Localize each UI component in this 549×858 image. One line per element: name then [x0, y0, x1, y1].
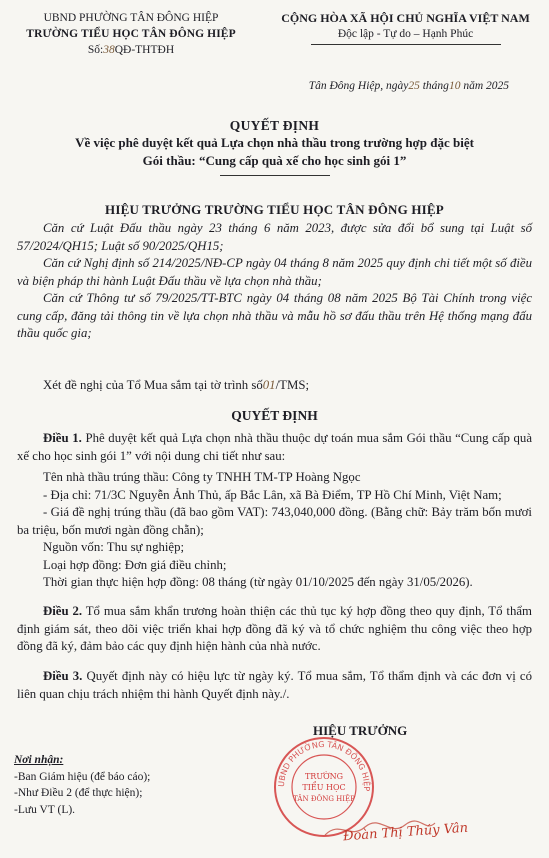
- recipients-label: Nơi nhận:: [14, 754, 64, 766]
- stamp-line-3: TÂN ĐÔNG HIỆP: [293, 795, 355, 803]
- article-3-text: Quyết định này có hiệu lực từ ngày ký. Tổ mua sắm, Tổ thẩm định và các đơn vị có liên quan chịu trách nhiệm thi hành Quyết định này./.: [17, 669, 532, 701]
- article-2-text: Tổ mua sắm khẩn trương hoàn thiện các thủ tục ký hợp đồng theo quy định, Tổ thẩm định giám sát, theo dõi việc triển khai hợp đồng đã ký và tổ chức nghiệm thu công việc theo hợp đồng đã ký, đảm bảo các quy định hiện hành của nhà nước.: [17, 604, 532, 653]
- document-type: QUYẾT ĐỊNH: [229, 118, 320, 133]
- basis-item: Căn cứ Thông tư số 79/2025/TT-BTC ngày 04 tháng 08 năm 2025 Bộ Tài Chính trong việc cung cấp, đăng tải thông tin về lựa chọn nhà thầu và mẫu hồ sơ đấu thầu trên Hệ thống mạng đấu thầu quốc gia;: [17, 291, 532, 340]
- article-1: [17, 430, 532, 592]
- motto-underline: [311, 44, 501, 45]
- issuer-school: TRƯỜNG TIỂU HỌC TÂN ĐÔNG HIỆP: [26, 28, 236, 40]
- article-3-label: Điều 3.: [43, 669, 83, 683]
- article-3: [17, 668, 532, 703]
- stamp-ring-text: UBND PHƯỜNG TÂN ĐÔNG HIỆP: [276, 739, 372, 792]
- contract-duration: Thời gian thực hiện hợp đồng: 08 tháng (từ ngày 01/10/2025 đến ngày 31/05/2026).: [43, 575, 473, 589]
- issuer-parent-org: UBND PHƯỜNG TÂN ĐÔNG HIỆP: [43, 12, 219, 24]
- winner-line: Tên nhà thầu trúng thầu: Công ty TNHH TM-TP Hoàng Ngọc: [43, 470, 361, 484]
- issuer-block: [0, 10, 262, 58]
- document-number: Số:38QĐ-THTĐH: [87, 44, 175, 56]
- date-day-handwritten: 25: [408, 80, 420, 92]
- signer-name: Đoàn Thị Thúy Vân: [342, 820, 469, 845]
- proposal-number-handwritten: 01: [262, 378, 276, 392]
- stamp-line-1: TRƯỜNG: [304, 772, 344, 781]
- national-motto: Độc lập - Tự do – Hạnh Phúc: [337, 28, 474, 40]
- document-number-handwritten: 38: [103, 44, 115, 56]
- recipient-item: -Lưu VT (L).: [14, 803, 76, 816]
- date-month-handwritten: 10: [448, 80, 461, 92]
- contract-type: Loại hợp đồng: Đơn giá điều chỉnh;: [43, 557, 227, 572]
- recipient-item: -Như Điều 2 (để thực hiện);: [14, 787, 143, 799]
- decision-heading: QUYẾT ĐỊNH: [231, 408, 318, 423]
- issue-date: Tân Đông Hiệp, ngày25 tháng10 năm 2025: [308, 80, 509, 92]
- package-name: Gói thầu: “Cung cấp quà xế cho học sinh gói 1”: [142, 153, 407, 168]
- article-1-label: Điều 1.: [43, 431, 82, 445]
- signer-position: HIỆU TRƯỞNG: [313, 723, 408, 738]
- recipients-block: [14, 752, 150, 818]
- winning-price: - Giá đề nghị trúng thầu (đã bao gồm VAT): 743,040,000 đồng. (Bằng chữ: Bảy trăm bốn mươi ba triệu, bốn mươi ngàn đồng chẵn);: [17, 505, 532, 537]
- article-2: [17, 603, 532, 656]
- recipient-item: -Ban Giám hiệu (để báo cáo);: [14, 770, 151, 783]
- national-title: CỘNG HÒA XÃ HỘI CHỦ NGHĨA VIỆT NAM: [281, 11, 530, 25]
- funding-source: Nguồn vốn: Thu sự nghiệp;: [43, 540, 185, 554]
- document-subject: Về việc phê duyệt kết quả Lựa chọn nhà thầu trong trường hợp đặc biệt: [75, 135, 474, 150]
- basis-item: Căn cứ Luật Đấu thầu ngày 23 tháng 6 năm 2023, được sửa đổi bổ sung tại Luật số 57/2024/QH15; Luật số 90/2025/QH15;: [17, 221, 532, 253]
- title-divider: [220, 175, 330, 176]
- proposal-line: Xét đề nghị của Tổ Mua sắm tại tờ trình số01/TMS;: [43, 378, 310, 392]
- authority-heading: HIỆU TRƯỞNG TRƯỜNG TIỂU HỌC TÂN ĐÔNG HIỆP: [105, 202, 444, 217]
- legal-bases: [17, 220, 532, 343]
- national-header: [262, 10, 549, 45]
- article-1-text: Phê duyệt kết quả Lựa chọn nhà thầu thuộc dự toán mua sắm Gói thầu “Cung cấp quà xế cho học sinh gói 1” với nội dung chi tiết như sau:: [17, 431, 532, 463]
- winner-address: - Địa chỉ: 71/3C Nguyễn Ảnh Thủ, ấp Bắc Lân, xã Bà Điểm, TP Hồ Chí Minh, Việt Nam;: [43, 487, 502, 502]
- stamp-line-2: TIỂU HỌC: [302, 783, 346, 792]
- basis-item: Căn cứ Nghị định số 214/2025/NĐ-CP ngày 04 tháng 8 năm 2025 quy định chi tiết một số điều và biện pháp thi hành Luật Đấu thầu về lựa chọn nhà thầu;: [17, 256, 532, 288]
- article-2-label: Điều 2.: [43, 604, 83, 618]
